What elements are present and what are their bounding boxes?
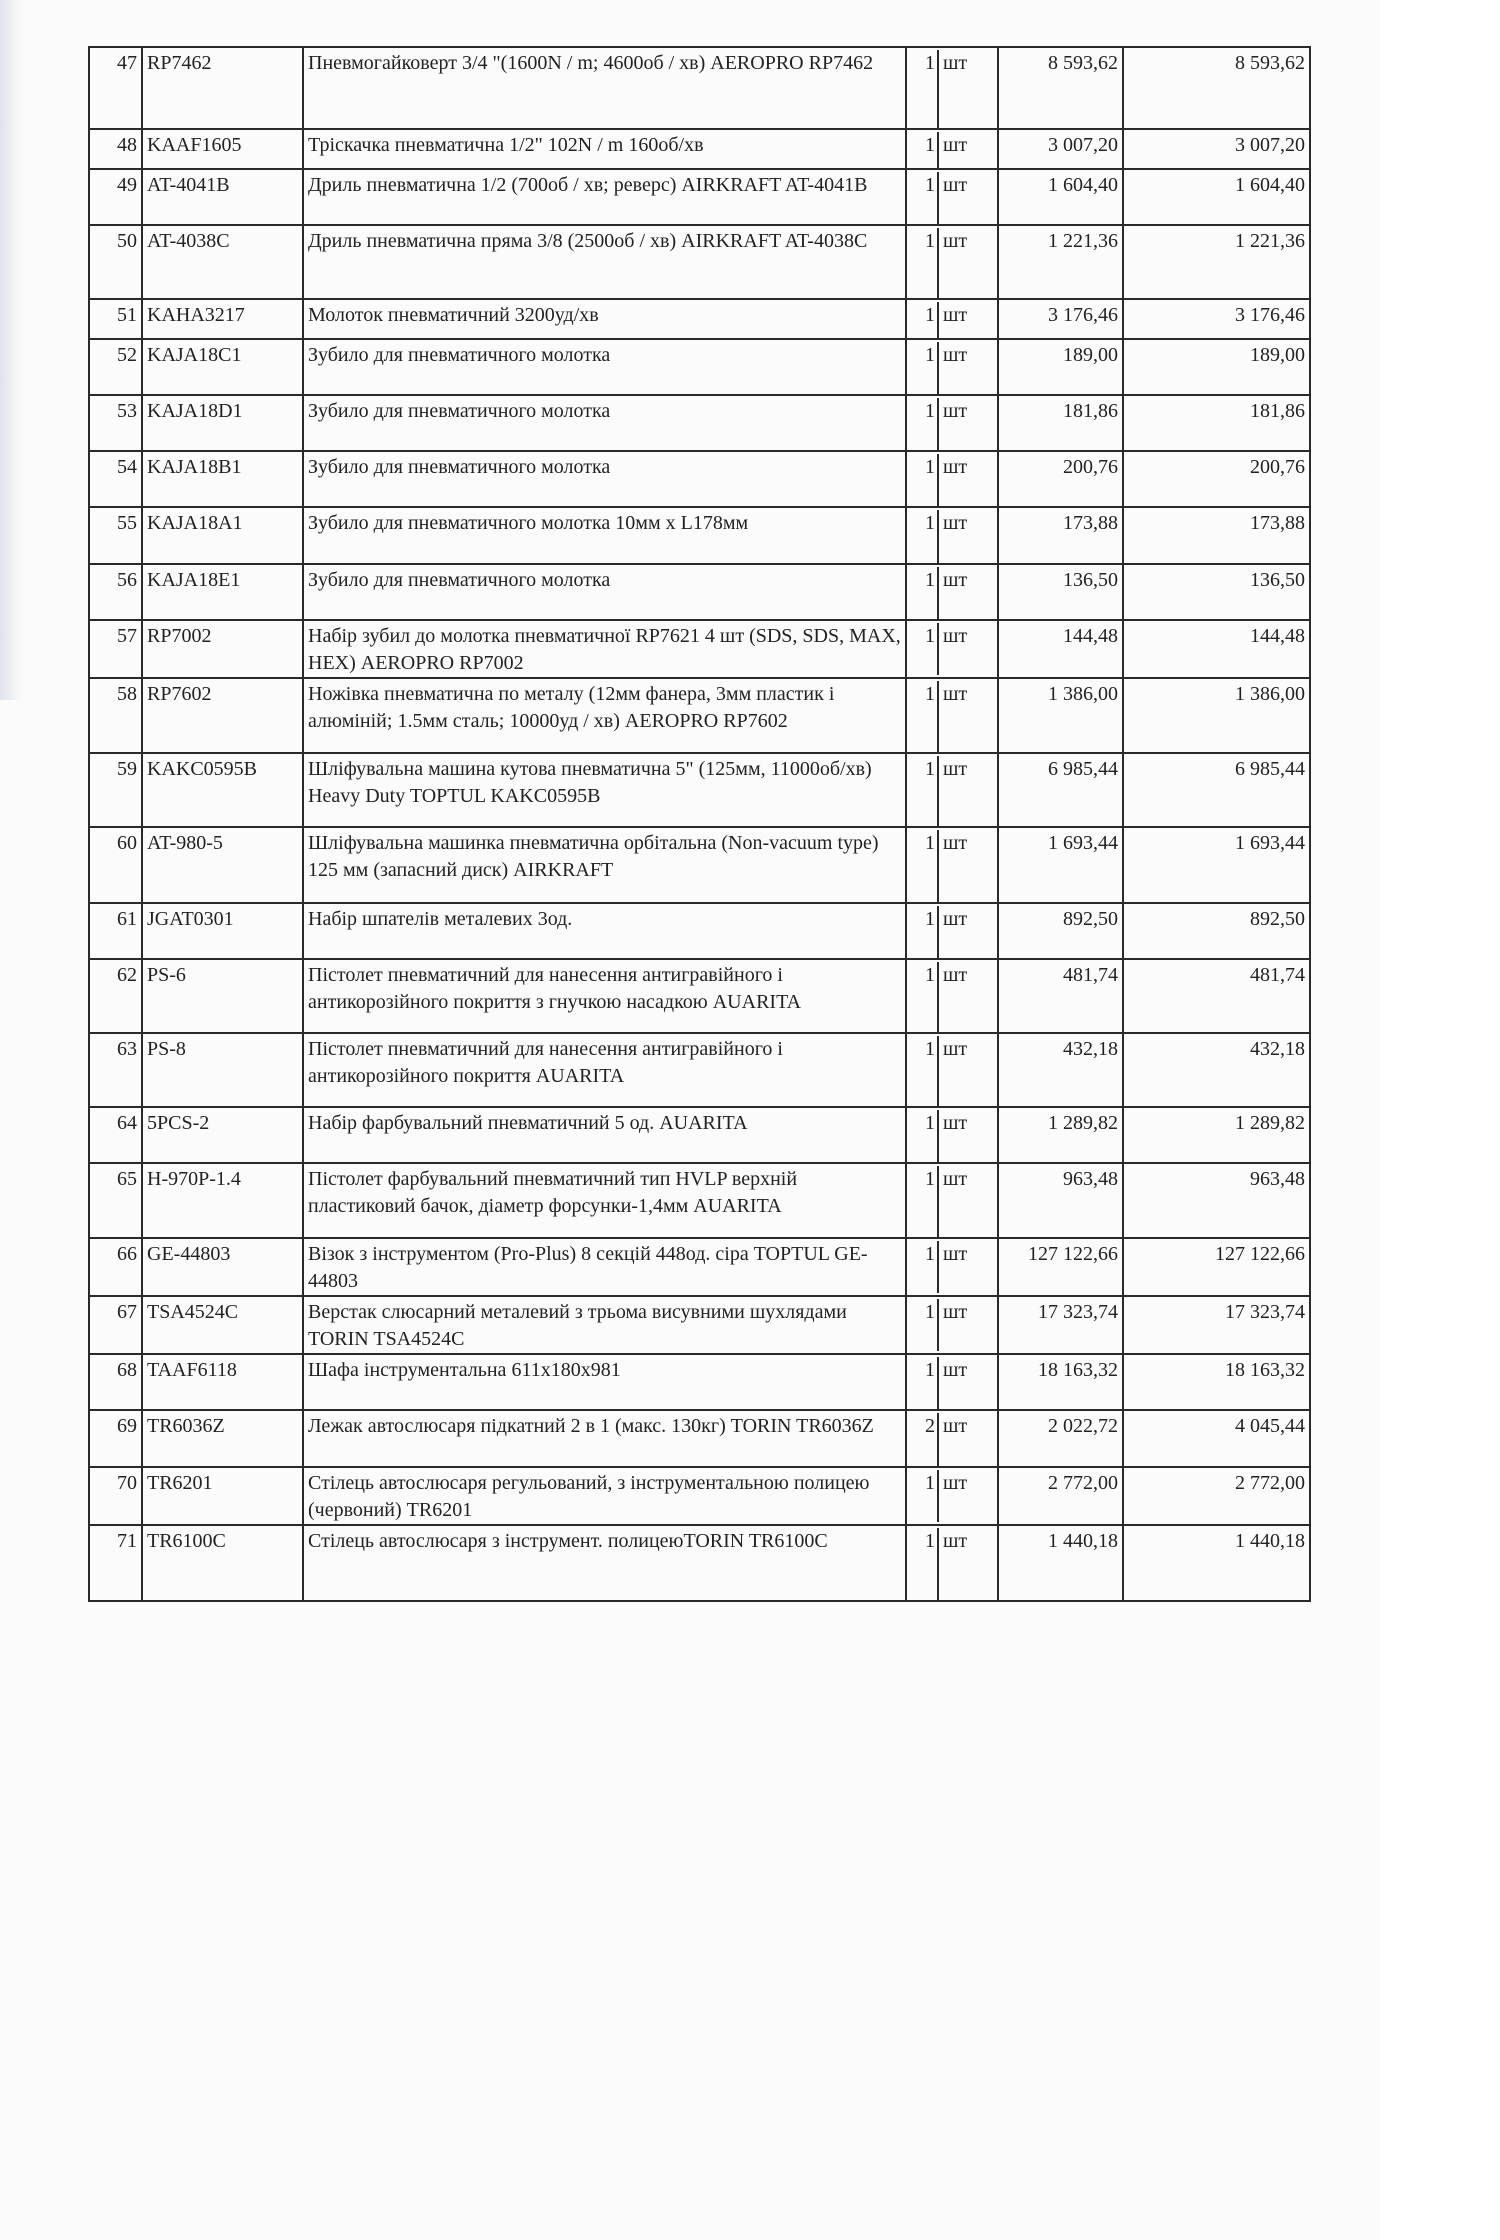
- item-code: TR6100C: [142, 1525, 303, 1601]
- table-row: [89, 1467, 1310, 1525]
- item-code: KAJA18A1: [142, 507, 303, 564]
- item-price: 963,48: [998, 1163, 1123, 1238]
- item-description: Зубило для пневматичного молотка: [303, 395, 906, 451]
- table-row: [89, 1107, 1310, 1163]
- item-code: KAJA18C1: [142, 339, 303, 395]
- quantity-unit-cell: [906, 1410, 998, 1467]
- row-number: 64: [89, 1107, 142, 1163]
- item-code: AT-4041B: [142, 169, 303, 225]
- item-total: 136,50: [1123, 564, 1310, 620]
- item-description: Зубило для пневматичного молотка: [303, 564, 906, 620]
- item-quantity: 1: [911, 302, 939, 338]
- row-number: 48: [89, 129, 142, 169]
- quantity-unit-cell: [906, 1238, 998, 1296]
- item-price: 2 022,72: [998, 1410, 1123, 1467]
- item-description: Набір фарбувальний пневматичний 5 од. AUARITA: [303, 1107, 906, 1163]
- item-quantity: 1: [911, 132, 939, 168]
- item-price: 1 604,40: [998, 169, 1123, 225]
- item-description: Шліфувальна машинка пневматична орбітальна (Non-vacuum type) 125 мм (запасний диск) AIRKRAFT: [303, 827, 906, 903]
- row-number: 62: [89, 959, 142, 1033]
- item-code: PS-6: [142, 959, 303, 1033]
- item-description: Зубило для пневматичного молотка: [303, 451, 906, 507]
- item-code: 5PCS-2: [142, 1107, 303, 1163]
- table-row: [89, 564, 1310, 620]
- item-unit: шт: [943, 400, 968, 422]
- item-code: JGAT0301: [142, 903, 303, 959]
- item-unit: шт: [943, 512, 968, 534]
- item-description: Лежак автослюсаря підкатний 2 в 1 (макс. 130кг) TORIN TR6036Z: [303, 1410, 906, 1467]
- row-number: 60: [89, 827, 142, 903]
- quantity-unit-cell: [906, 753, 998, 827]
- item-price: 1 693,44: [998, 827, 1123, 903]
- item-quantity: 1: [911, 681, 939, 752]
- item-quantity: 1: [911, 906, 939, 958]
- row-number: 68: [89, 1354, 142, 1410]
- item-code: TR6036Z: [142, 1410, 303, 1467]
- item-total: 892,50: [1123, 903, 1310, 959]
- table-row: [89, 620, 1310, 678]
- row-number: 57: [89, 620, 142, 678]
- row-number: 56: [89, 564, 142, 620]
- item-code: KAJA18B1: [142, 451, 303, 507]
- table-row: [89, 1410, 1310, 1467]
- item-quantity: 1: [911, 172, 939, 224]
- item-quantity: 1: [911, 962, 939, 1032]
- item-total: 18 163,32: [1123, 1354, 1310, 1410]
- table-row: [89, 1163, 1310, 1238]
- item-description: Шліфувальна машина кутова пневматична 5" (125мм, 11000об/хв) Heavy Duty TOPTUL KAKC0595B: [303, 753, 906, 827]
- item-total: 1 440,18: [1123, 1525, 1310, 1601]
- quantity-unit-cell: [906, 620, 998, 678]
- item-price: 6 985,44: [998, 753, 1123, 827]
- item-quantity: 1: [911, 398, 939, 450]
- item-unit: шт: [943, 1243, 968, 1265]
- item-total: 200,76: [1123, 451, 1310, 507]
- item-price: 17 323,74: [998, 1296, 1123, 1354]
- item-code: GE-44803: [142, 1238, 303, 1296]
- quantity-unit-cell: [906, 299, 998, 339]
- item-code: RP7002: [142, 620, 303, 678]
- item-code: TSA4524C: [142, 1296, 303, 1354]
- item-unit: шт: [943, 1112, 968, 1134]
- item-total: 6 985,44: [1123, 753, 1310, 827]
- item-total: 963,48: [1123, 1163, 1310, 1238]
- item-price: 892,50: [998, 903, 1123, 959]
- table-row: [89, 959, 1310, 1033]
- item-price: 1 289,82: [998, 1107, 1123, 1163]
- item-description: Молоток пневматичний 3200уд/хв: [303, 299, 906, 339]
- item-total: 1 221,36: [1123, 225, 1310, 299]
- item-unit: шт: [943, 964, 968, 986]
- item-description: Зубило для пневматичного молотка: [303, 339, 906, 395]
- item-unit: шт: [943, 758, 968, 780]
- table-row: [89, 299, 1310, 339]
- row-number: 53: [89, 395, 142, 451]
- item-price: 189,00: [998, 339, 1123, 395]
- item-code: RP7602: [142, 678, 303, 753]
- item-unit: шт: [943, 1038, 968, 1060]
- table-row: [89, 1033, 1310, 1107]
- row-number: 52: [89, 339, 142, 395]
- item-quantity: 1: [911, 1166, 939, 1237]
- item-price: 127 122,66: [998, 1238, 1123, 1296]
- row-number: 55: [89, 507, 142, 564]
- item-total: 144,48: [1123, 620, 1310, 678]
- item-quantity: 1: [911, 342, 939, 394]
- item-total: 432,18: [1123, 1033, 1310, 1107]
- item-price: 1 440,18: [998, 1525, 1123, 1601]
- item-price: 144,48: [998, 620, 1123, 678]
- item-unit: шт: [943, 683, 968, 705]
- item-code: TAAF6118: [142, 1354, 303, 1410]
- quantity-unit-cell: [906, 451, 998, 507]
- item-unit: шт: [943, 908, 968, 930]
- row-number: 71: [89, 1525, 142, 1601]
- item-description: Візок з інструментом (Pro-Plus) 8 секцій 448од. сіра TOPTUL GE-44803: [303, 1238, 906, 1296]
- quantity-unit-cell: [906, 903, 998, 959]
- quantity-unit-cell: [906, 395, 998, 451]
- table-row: [89, 903, 1310, 959]
- quantity-unit-cell: [906, 339, 998, 395]
- item-total: 3 007,20: [1123, 129, 1310, 169]
- item-code: H-970P-1.4: [142, 1163, 303, 1238]
- item-description: Набір шпателів металевих 3од.: [303, 903, 906, 959]
- item-description: Стілець автослюсаря регульований, з інструментальною полицею (червоний) TR6201: [303, 1467, 906, 1525]
- table-row: [89, 1238, 1310, 1296]
- item-price: 8 593,62: [998, 47, 1123, 129]
- item-total: 2 772,00: [1123, 1467, 1310, 1525]
- item-quantity: 1: [911, 1241, 939, 1293]
- item-price: 432,18: [998, 1033, 1123, 1107]
- quantity-unit-cell: [906, 1107, 998, 1163]
- item-description: Верстак слюсарний металевий з трьома висувними шухлядами TORIN TSA4524C: [303, 1296, 906, 1354]
- quantity-unit-cell: [906, 1525, 998, 1601]
- item-price: 3 176,46: [998, 299, 1123, 339]
- item-unit: шт: [943, 1301, 968, 1323]
- item-code: KAJA18E1: [142, 564, 303, 620]
- row-number: 61: [89, 903, 142, 959]
- item-quantity: 1: [911, 1528, 939, 1600]
- item-quantity: 1: [911, 567, 939, 619]
- item-unit: шт: [943, 456, 968, 478]
- quantity-unit-cell: [906, 959, 998, 1033]
- quantity-unit-cell: [906, 1354, 998, 1410]
- row-number: 54: [89, 451, 142, 507]
- item-total: 181,86: [1123, 395, 1310, 451]
- item-quantity: 1: [911, 1470, 939, 1522]
- quantity-unit-cell: [906, 827, 998, 903]
- item-price: 200,76: [998, 451, 1123, 507]
- item-total: 3 176,46: [1123, 299, 1310, 339]
- quantity-unit-cell: [906, 507, 998, 564]
- item-unit: шт: [943, 174, 968, 196]
- quantity-unit-cell: [906, 1467, 998, 1525]
- item-price: 481,74: [998, 959, 1123, 1033]
- item-total: 4 045,44: [1123, 1410, 1310, 1467]
- item-price: 2 772,00: [998, 1467, 1123, 1525]
- item-code: RP7462: [142, 47, 303, 129]
- item-quantity: 1: [911, 756, 939, 826]
- item-unit: шт: [943, 52, 968, 74]
- row-number: 49: [89, 169, 142, 225]
- item-code: KAKC0595B: [142, 753, 303, 827]
- item-total: 17 323,74: [1123, 1296, 1310, 1354]
- item-total: 8 593,62: [1123, 47, 1310, 129]
- table-row: [89, 753, 1310, 827]
- item-unit: шт: [943, 344, 968, 366]
- item-unit: шт: [943, 625, 968, 647]
- quantity-unit-cell: [906, 1163, 998, 1238]
- item-total: 189,00: [1123, 339, 1310, 395]
- table-row: [89, 129, 1310, 169]
- item-quantity: 1: [911, 228, 939, 298]
- item-unit: шт: [943, 1530, 968, 1552]
- page-fold-shadow: [0, 0, 22, 700]
- table-row: [89, 451, 1310, 507]
- quantity-unit-cell: [906, 564, 998, 620]
- item-unit: шт: [943, 569, 968, 591]
- item-quantity: 1: [911, 623, 939, 675]
- item-code: AT-980-5: [142, 827, 303, 903]
- item-description: Зубило для пневматичного молотка 10мм х L178мм: [303, 507, 906, 564]
- item-description: Пістолет фарбувальний пневматичний тип HVLP верхній пластиковий бачок, діаметр форсунки-1,4мм AUARITA: [303, 1163, 906, 1238]
- item-price: 136,50: [998, 564, 1123, 620]
- item-code: KAAF1605: [142, 129, 303, 169]
- quantity-unit-cell: [906, 225, 998, 299]
- item-quantity: 1: [911, 1036, 939, 1106]
- item-total: 1 386,00: [1123, 678, 1310, 753]
- item-description: Шафа інструментальна 611x180x981: [303, 1354, 906, 1410]
- item-total: 127 122,66: [1123, 1238, 1310, 1296]
- table-row: [89, 169, 1310, 225]
- item-price: 181,86: [998, 395, 1123, 451]
- row-number: 47: [89, 47, 142, 129]
- item-unit: шт: [943, 1168, 968, 1190]
- item-code: TR6201: [142, 1467, 303, 1525]
- table-row: [89, 827, 1310, 903]
- quantity-unit-cell: [906, 47, 998, 129]
- item-unit: шт: [943, 1415, 968, 1437]
- item-price: 3 007,20: [998, 129, 1123, 169]
- item-unit: шт: [943, 1359, 968, 1381]
- table-row: [89, 1354, 1310, 1410]
- row-number: 70: [89, 1467, 142, 1525]
- quantity-unit-cell: [906, 169, 998, 225]
- row-number: 66: [89, 1238, 142, 1296]
- row-number: 67: [89, 1296, 142, 1354]
- item-code: KAJA18D1: [142, 395, 303, 451]
- item-quantity: 2: [911, 1413, 939, 1466]
- item-unit: шт: [943, 1472, 968, 1494]
- items-table-body: [89, 47, 1310, 1601]
- item-total: 1 289,82: [1123, 1107, 1310, 1163]
- item-total: 1 693,44: [1123, 827, 1310, 903]
- item-description: Пістолет пневматичний для нанесення антигравійного і антикорозійного покриття AUARITA: [303, 1033, 906, 1107]
- item-code: AT-4038C: [142, 225, 303, 299]
- item-description: Тріскачка пневматична 1/2" 102N / m 160об/хв: [303, 129, 906, 169]
- item-quantity: 1: [911, 510, 939, 563]
- table-row: [89, 1525, 1310, 1601]
- item-quantity: 1: [911, 50, 939, 128]
- row-number: 63: [89, 1033, 142, 1107]
- row-number: 65: [89, 1163, 142, 1238]
- item-description: Дриль пневматична пряма 3/8 (2500об / хв) AIRKRAFT AT-4038C: [303, 225, 906, 299]
- table-row: [89, 47, 1310, 129]
- item-unit: шт: [943, 304, 968, 326]
- item-code: KAHA3217: [142, 299, 303, 339]
- row-number: 69: [89, 1410, 142, 1467]
- item-code: PS-8: [142, 1033, 303, 1107]
- item-description: Стілець автослюсаря з інструмент. полицеюTORIN TR6100C: [303, 1525, 906, 1601]
- item-unit: шт: [943, 832, 968, 854]
- item-price: 18 163,32: [998, 1354, 1123, 1410]
- item-description: Ножівка пневматична по металу (12мм фанера, 3мм пластик і алюміній; 1.5мм сталь; 10000уд / хв) AEROPRO RP7602: [303, 678, 906, 753]
- item-unit: шт: [943, 230, 968, 252]
- table-row: [89, 678, 1310, 753]
- item-description: Дриль пневматична 1/2 (700об / хв; реверс) AIRKRAFT AT-4041B: [303, 169, 906, 225]
- item-price: 1 386,00: [998, 678, 1123, 753]
- item-description: Набір зубил до молотка пневматичної RP7621 4 шт (SDS, SDS, MAX, HEX) AEROPRO RP7002: [303, 620, 906, 678]
- quantity-unit-cell: [906, 678, 998, 753]
- item-quantity: 1: [911, 830, 939, 902]
- item-description: Пістолет пневматичний для нанесення антигравійного і антикорозійного покриття з гнучкою насадкою AUARITA: [303, 959, 906, 1033]
- item-description: Пневмогайковерт 3/4 "(1600N / m; 4600об / хв) AEROPRO RP7462: [303, 47, 906, 129]
- items-table: [88, 46, 1311, 1602]
- item-total: 1 604,40: [1123, 169, 1310, 225]
- quantity-unit-cell: [906, 129, 998, 169]
- table-row: [89, 1296, 1310, 1354]
- table-row: [89, 225, 1310, 299]
- item-total: 173,88: [1123, 507, 1310, 564]
- quantity-unit-cell: [906, 1033, 998, 1107]
- item-unit: шт: [943, 134, 968, 156]
- item-quantity: 1: [911, 454, 939, 506]
- table-row: [89, 339, 1310, 395]
- row-number: 59: [89, 753, 142, 827]
- row-number: 50: [89, 225, 142, 299]
- row-number: 51: [89, 299, 142, 339]
- table-row: [89, 395, 1310, 451]
- item-total: 481,74: [1123, 959, 1310, 1033]
- row-number: 58: [89, 678, 142, 753]
- item-price: 1 221,36: [998, 225, 1123, 299]
- table-row: [89, 507, 1310, 564]
- item-quantity: 1: [911, 1110, 939, 1162]
- item-price: 173,88: [998, 507, 1123, 564]
- item-quantity: 1: [911, 1357, 939, 1409]
- quantity-unit-cell: [906, 1296, 998, 1354]
- item-quantity: 1: [911, 1299, 939, 1351]
